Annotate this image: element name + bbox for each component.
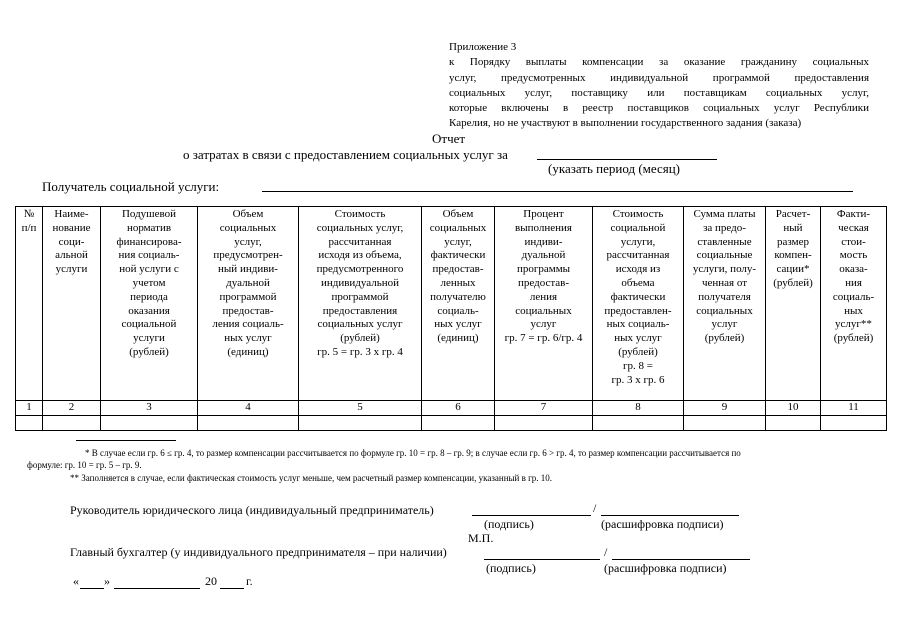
- appendix-line: к Порядку выплаты компенсации за оказание гражданину социальных: [449, 56, 869, 69]
- date-close-quote: »: [104, 574, 110, 588]
- date-month-field[interactable]: [114, 574, 200, 589]
- table-cell[interactable]: [821, 416, 887, 431]
- table-cell[interactable]: [16, 416, 43, 431]
- appendix-line: Карелия, но не участвуют в выполнении государственного задания (заказа): [449, 117, 802, 130]
- head-signature-field[interactable]: [472, 501, 591, 516]
- appendix-block: [449, 40, 869, 132]
- table-cell[interactable]: [593, 416, 684, 431]
- signature-hint: (подпись): [486, 561, 536, 575]
- table-cell[interactable]: [422, 416, 495, 431]
- period-hint: (указать период (месяц): [548, 161, 681, 176]
- column-header: Расчет- ный размер компен- сации* (рублей): [766, 207, 821, 401]
- appendix-line: которые включены в реестр поставщиков социальных услуг Республики: [449, 102, 869, 115]
- table-cell[interactable]: [299, 416, 422, 431]
- appendix-line: социальных услуг, поставщику или поставщикам социальных услуг,: [449, 86, 869, 99]
- footnote-1-line-1: * В случае если гр. 6 ≤ гр. 4, то размер компенсации рассчитывается по формуле гр. 10 = гр. 8 – гр. 9; в случае если гр. 6 > гр. 4, то размер компенсации рассчитывается по: [85, 448, 741, 458]
- footnote-2: ** Заполняется в случае, если фактическая стоимость услуг меньше, чем расчетный размер компенсации, указанный в гр. 10.: [70, 473, 553, 483]
- table-cell[interactable]: [495, 416, 593, 431]
- date-day-field[interactable]: [80, 574, 104, 589]
- table-cell[interactable]: [766, 416, 821, 431]
- column-number: 8: [593, 401, 684, 416]
- column-number: 11: [821, 401, 887, 416]
- recipient-label: Получатель социальной услуги:: [42, 179, 220, 194]
- footnote-1-line-2: формуле: гр. 10 = гр. 5 – гр. 9.: [27, 460, 142, 470]
- stamp-label: М.П.: [468, 531, 494, 545]
- report-subtitle: о затратах в связи с предоставлением социальных услуг за: [183, 147, 508, 162]
- column-header: Подушевой норматив финансирова- ния социаль- ной услуги с учетом периода оказания социальной услуги (рублей): [101, 207, 198, 401]
- footnote-separator: [76, 440, 176, 441]
- column-number: 9: [684, 401, 766, 416]
- column-number: 10: [766, 401, 821, 416]
- report-title: Отчет: [432, 131, 466, 146]
- column-header: Стоимость социальных услуг, рассчитанная исходя из объема, предусмотренного индивидуальной программой предоставления социальных услуг (рублей) гр. 5 = гр. 3 х гр. 4: [299, 207, 422, 401]
- column-number: 7: [495, 401, 593, 416]
- column-number: 4: [198, 401, 299, 416]
- column-number: 6: [422, 401, 495, 416]
- recipient-field[interactable]: [262, 177, 853, 192]
- accountant-decoding-field[interactable]: [612, 545, 750, 560]
- table-cell[interactable]: [684, 416, 766, 431]
- table-cell[interactable]: [198, 416, 299, 431]
- column-number: 1: [16, 401, 43, 416]
- column-header: Объем социальных услуг, предусмотрен- ный индиви- дуальной программой предостав- ления социаль- ных услуг (единиц): [198, 207, 299, 401]
- head-decoding-field[interactable]: [601, 501, 739, 516]
- date-suffix: г.: [246, 574, 253, 588]
- column-header: Стоимость социальной услуги, рассчитанная исходя из объема фактически предоставлен- ных социаль- ных услуг (рублей) гр. 8 = гр. 3 х гр. 6: [593, 207, 684, 401]
- slash: /: [604, 545, 608, 559]
- date-year-prefix: 20: [205, 574, 217, 588]
- column-header: Объем социальных услуг, фактически предостав- ленных получателю социаль- ных услуг (единиц): [422, 207, 495, 401]
- decoding-hint: (расшифровка подписи): [604, 561, 727, 575]
- column-header: Факти- ческая стои- мость оказа- ния социаль- ных услуг** (рублей): [821, 207, 887, 401]
- column-header: Сумма платы за предо- ставленные социальные услуги, полу- ченная от получателя социальных услуг (рублей): [684, 207, 766, 401]
- column-header: № п/п: [16, 207, 43, 401]
- table-cell[interactable]: [101, 416, 198, 431]
- date-year-field[interactable]: [220, 574, 244, 589]
- period-field[interactable]: [537, 145, 717, 160]
- table-cell[interactable]: [43, 416, 101, 431]
- report-table: [15, 206, 887, 431]
- accountant-label: Главный бухгалтер (у индивидуального предпринимателя – при наличии): [70, 545, 447, 559]
- column-header: Наиме- нование соци- альной услуги: [43, 207, 101, 401]
- column-header: Процент выполнения индиви- дуальной программы предостав- ления социальных услуг гр. 7 = гр. 6/гр. 4: [495, 207, 593, 401]
- accountant-signature-field[interactable]: [484, 545, 600, 560]
- column-number: 5: [299, 401, 422, 416]
- signature-hint: (подпись): [484, 517, 534, 531]
- column-number: 2: [43, 401, 101, 416]
- appendix-line: услуг, предусмотренных индивидуальной программой предоставления: [449, 71, 869, 84]
- slash: /: [593, 501, 597, 515]
- appendix-line: Приложение 3: [449, 41, 517, 53]
- column-number-row: [16, 401, 887, 416]
- column-number: 3: [101, 401, 198, 416]
- header-row: [16, 207, 887, 401]
- table-row: [16, 416, 887, 431]
- decoding-hint: (расшифровка подписи): [601, 517, 724, 531]
- date-open-quote: «: [73, 574, 79, 588]
- head-label: Руководитель юридического лица (индивидуальный предприниматель): [70, 503, 434, 517]
